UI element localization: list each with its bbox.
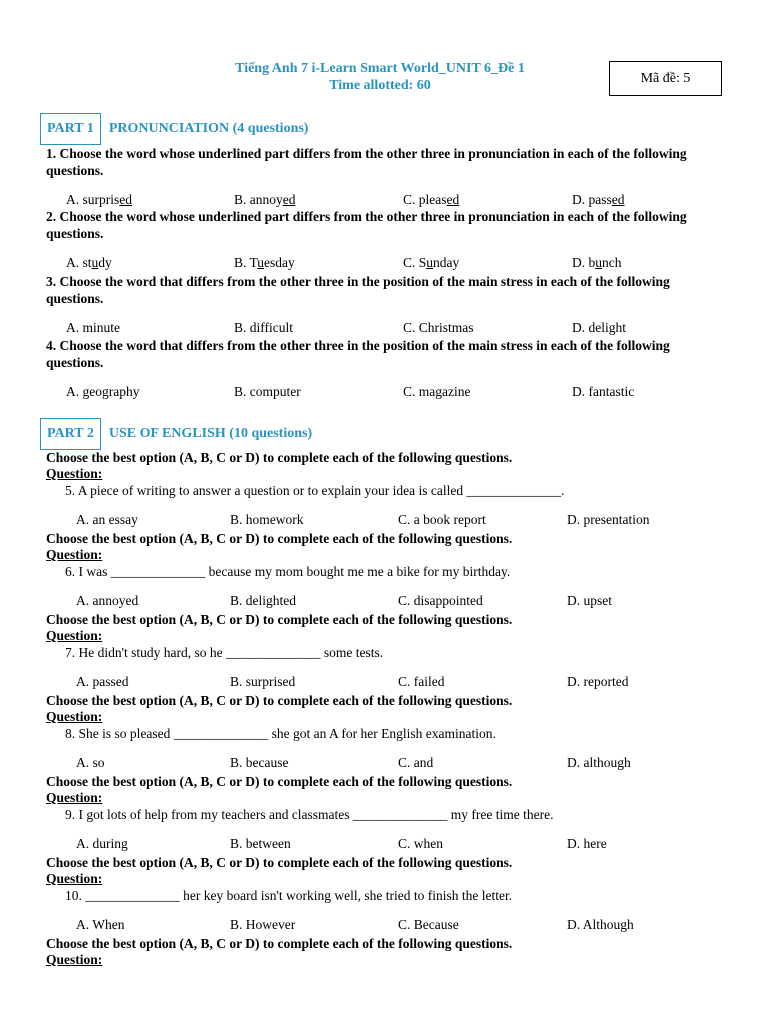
answer-option[interactable]: B. Tuesday <box>234 255 295 270</box>
instruction: Choose the best option (A, B, C or D) to complete each of the following questions. <box>46 531 513 546</box>
answer-option[interactable]: B. difficult <box>234 320 293 335</box>
question-label: Question: <box>46 952 103 967</box>
question-stem: 2. Choose the word whose underlined part differs from the other three in pronunciation in each of the following questions. <box>46 209 687 241</box>
part-1-heading <box>40 113 308 145</box>
answer-option[interactable]: B. surprised <box>230 674 296 689</box>
question-text: 10. ______________ her key board isn't working well, she tried to finish the letter. <box>65 888 513 903</box>
instruction: Choose the best option (A, B, C or D) to complete each of the following questions. <box>46 450 513 465</box>
question-text: 8. She is so pleased ______________ she got an A for her English examination. <box>65 726 496 741</box>
part-1-title: PRONUNCIATION (4 questions) <box>108 121 309 136</box>
answer-option[interactable]: A. so <box>76 755 105 770</box>
answer-option[interactable]: A. during <box>76 836 128 851</box>
answer-option[interactable]: A. study <box>66 255 112 270</box>
instruction: Choose the best option (A, B, C or D) to complete each of the following questions. <box>46 855 513 870</box>
use-of-english-question <box>46 530 726 610</box>
answer-option[interactable]: B. between <box>230 836 291 851</box>
answer-option[interactable]: C. magazine <box>403 384 471 399</box>
use-of-english-question <box>46 692 726 772</box>
answer-option[interactable]: D. fantastic <box>572 384 635 399</box>
answer-option[interactable]: C. pleased <box>403 192 460 207</box>
answer-option[interactable]: A. geography <box>66 384 140 399</box>
document-header <box>190 60 570 94</box>
answer-option[interactable]: B. annoyed <box>234 192 296 207</box>
answer-option[interactable]: D. delight <box>572 320 626 335</box>
instruction: Choose the best option (A, B, C or D) to complete each of the following questions. <box>46 936 513 951</box>
answer-options <box>46 754 726 772</box>
pronunciation-question <box>46 337 726 401</box>
question-text: 9. I got lots of help from my teachers and classmates ______________ my free time there. <box>65 807 554 822</box>
question-stem: 1. Choose the word whose underlined part differs from the other three in pronunciation in each of the following questions. <box>46 146 687 178</box>
answer-option[interactable]: C. Christmas <box>403 320 474 335</box>
answer-option[interactable]: B. computer <box>234 384 301 399</box>
use-of-english-question <box>46 854 726 934</box>
use-of-english-question <box>46 773 726 853</box>
question-text: 7. He didn't study hard, so he ______________ some tests. <box>65 645 384 660</box>
answer-option[interactable]: A. surprised <box>66 192 132 207</box>
answer-options <box>46 673 726 691</box>
use-of-english-question <box>46 935 726 968</box>
answer-option[interactable]: D. reported <box>567 674 629 689</box>
use-of-english-question <box>46 611 726 691</box>
answer-option[interactable]: C. Because <box>398 917 459 932</box>
answer-option[interactable]: C. and <box>398 755 434 770</box>
answer-option[interactable]: D. here <box>567 836 607 851</box>
answer-option[interactable]: D. Although <box>567 917 634 932</box>
answer-options <box>46 511 726 529</box>
answer-option[interactable]: B. However <box>230 917 296 932</box>
answer-option[interactable]: D. although <box>567 755 631 770</box>
part-2-title: USE OF ENGLISH (10 questions) <box>108 426 313 441</box>
answer-option[interactable]: A. annoyed <box>76 593 139 608</box>
answer-option[interactable]: B. delighted <box>230 593 296 608</box>
answer-option[interactable]: D. bunch <box>572 255 622 270</box>
document-title: Tiếng Anh 7 i-Learn Smart World_UNIT 6_Đề 1 <box>235 61 525 76</box>
answer-options <box>46 383 726 401</box>
question-text: 5. A piece of writing to answer a question or to explain your idea is called ______________. <box>65 483 565 498</box>
answer-option[interactable]: C. when <box>398 836 443 851</box>
exam-code-box <box>609 61 722 96</box>
answer-options <box>46 254 726 272</box>
question-label: Question: <box>46 871 103 886</box>
question-label: Question: <box>46 466 103 481</box>
part-1-label: PART 1 <box>40 113 101 145</box>
answer-option[interactable]: B. homework <box>230 512 304 527</box>
question-label: Question: <box>46 547 103 562</box>
answer-options <box>46 592 726 610</box>
answer-option[interactable]: D. passed <box>572 192 625 207</box>
answer-option[interactable]: D. presentation <box>567 512 650 527</box>
question-stem: 3. Choose the word that differs from the other three in the position of the main stress in each of the following questions. <box>46 274 670 306</box>
answer-option[interactable]: A. When <box>76 917 125 932</box>
use-of-english-question <box>46 449 726 529</box>
question-stem: 4. Choose the word that differs from the other three in the position of the main stress in each of the following questions. <box>46 338 670 370</box>
part-2-label: PART 2 <box>40 418 101 450</box>
answer-option[interactable]: A. minute <box>66 320 120 335</box>
exam-code: Mã đề: 5 <box>640 70 691 86</box>
instruction: Choose the best option (A, B, C or D) to complete each of the following questions. <box>46 774 513 789</box>
answer-option[interactable]: D. upset <box>567 593 612 608</box>
pronunciation-question <box>46 208 726 272</box>
answer-option[interactable]: A. an essay <box>76 512 138 527</box>
pronunciation-question <box>46 145 726 209</box>
pronunciation-question <box>46 273 726 337</box>
question-label: Question: <box>46 709 103 724</box>
answer-options <box>46 916 726 934</box>
answer-option[interactable]: C. disappointed <box>398 593 483 608</box>
answer-option[interactable]: C. failed <box>398 674 445 689</box>
answer-options <box>46 835 726 853</box>
question-label: Question: <box>46 628 103 643</box>
instruction: Choose the best option (A, B, C or D) to complete each of the following questions. <box>46 612 513 627</box>
instruction: Choose the best option (A, B, C or D) to complete each of the following questions. <box>46 693 513 708</box>
part-2-heading <box>40 418 312 450</box>
answer-options <box>46 319 726 337</box>
answer-option[interactable]: A. passed <box>76 674 129 689</box>
answer-option[interactable]: C. Sunday <box>403 255 460 270</box>
answer-option[interactable]: C. a book report <box>398 512 486 527</box>
question-text: 6. I was ______________ because my mom bought me me a bike for my birthday. <box>65 564 511 579</box>
question-label: Question: <box>46 790 103 805</box>
answer-options <box>46 191 726 209</box>
answer-option[interactable]: B. because <box>230 755 289 770</box>
time-allotted: Time allotted: 60 <box>329 78 431 93</box>
